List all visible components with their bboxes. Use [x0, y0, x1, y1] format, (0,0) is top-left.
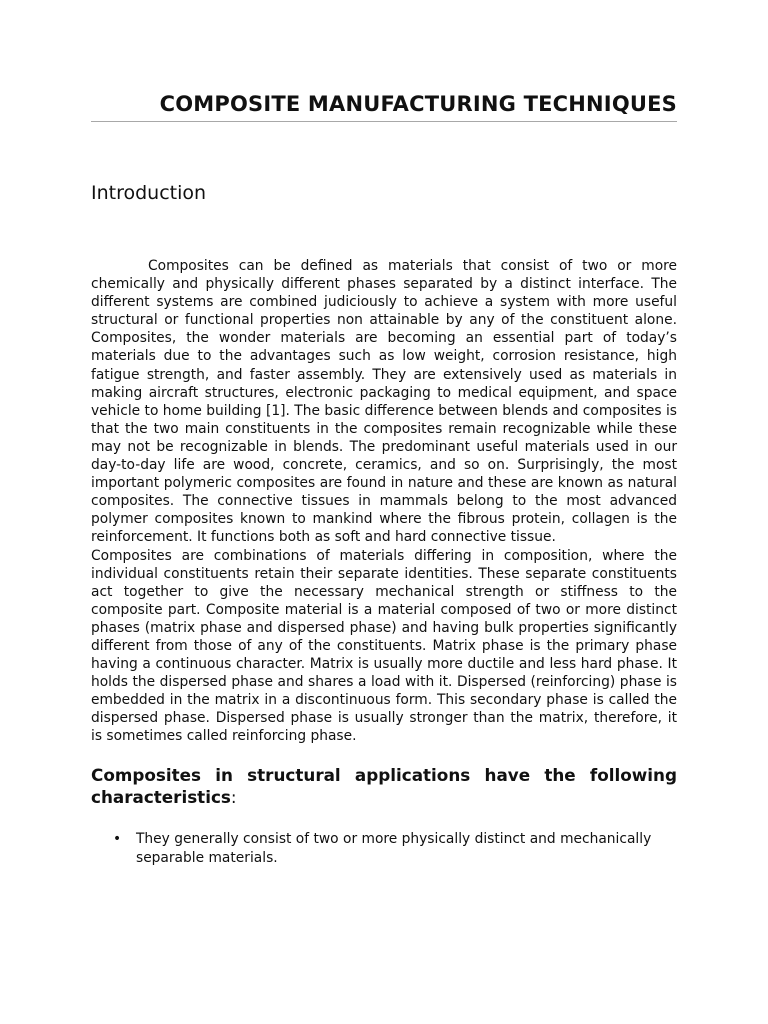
document-title: COMPOSITE MANUFACTURING TECHNIQUES — [159, 92, 677, 116]
characteristics-heading-text: Composites in structural applications have the following characteristics — [91, 764, 677, 807]
characteristics-heading-colon: : — [230, 786, 237, 807]
list-item-text: They generally consist of two or more physically distinct and mechanically separable materials. — [136, 830, 652, 866]
list-item — [91, 830, 677, 868]
bullet-icon: • — [113, 830, 122, 847]
characteristics-list — [91, 830, 677, 868]
intro-paragraph-2: Composites are combinations of materials differing in composition, where the individual constituents retain their separate identities. These separate constituents act together to give the necessary mechanical strength or stiffness to the composite part. Composite material is a material composed of two or more distinct phases (matrix phase and dispersed phase) and having bulk properties significantly different from those of any of the constituents. Matrix phase is the primary phase having a continuous character. Matrix is usually more ductile and less hard phase. It holds the dispersed phase and shares a load with it. Dispersed (reinforcing) phase is embedded in the matrix in a discontinuous form. This secondary phase is called the dispersed phase. Dispersed phase is usually stronger than the matrix, therefore, it is sometimes called reinforcing phase. — [91, 547, 677, 745]
title-underline — [91, 121, 677, 122]
document-page — [91, 0, 677, 868]
section-heading-introduction: Introduction — [91, 182, 207, 204]
characteristics-heading — [91, 764, 677, 808]
intro-paragraph-1: Composites can be defined as materials that consist of two or more chemically and physically different phases separated by a distinct interface. The different systems are combined judiciously to achieve a system with more useful structural or functional properties non attainable by any of the constituent alone. Composites, the wonder materials are becoming an essential part of today’s materials due to the advantages such as low weight, corrosion resistance, high fatigue strength, and faster assembly. They are extensively used as materials in making aircraft structures, electronic packaging to medical equipment, and space vehicle to home building [1]. The basic difference between blends and composites is that the two main constituents in the composites remain recognizable while these may not be recognizable in blends. The predominant useful materials used in our day-to-day life are wood, concrete, ceramics, and so on. Surprisingly, the most important polymeric composites are found in nature and these are known as natural composites. The connective tissues in mammals belong to the most advanced polymer composites known to mankind where the fibrous protein, collagen is the reinforcement. It functions both as soft and hard connective tissue. — [91, 258, 677, 546]
